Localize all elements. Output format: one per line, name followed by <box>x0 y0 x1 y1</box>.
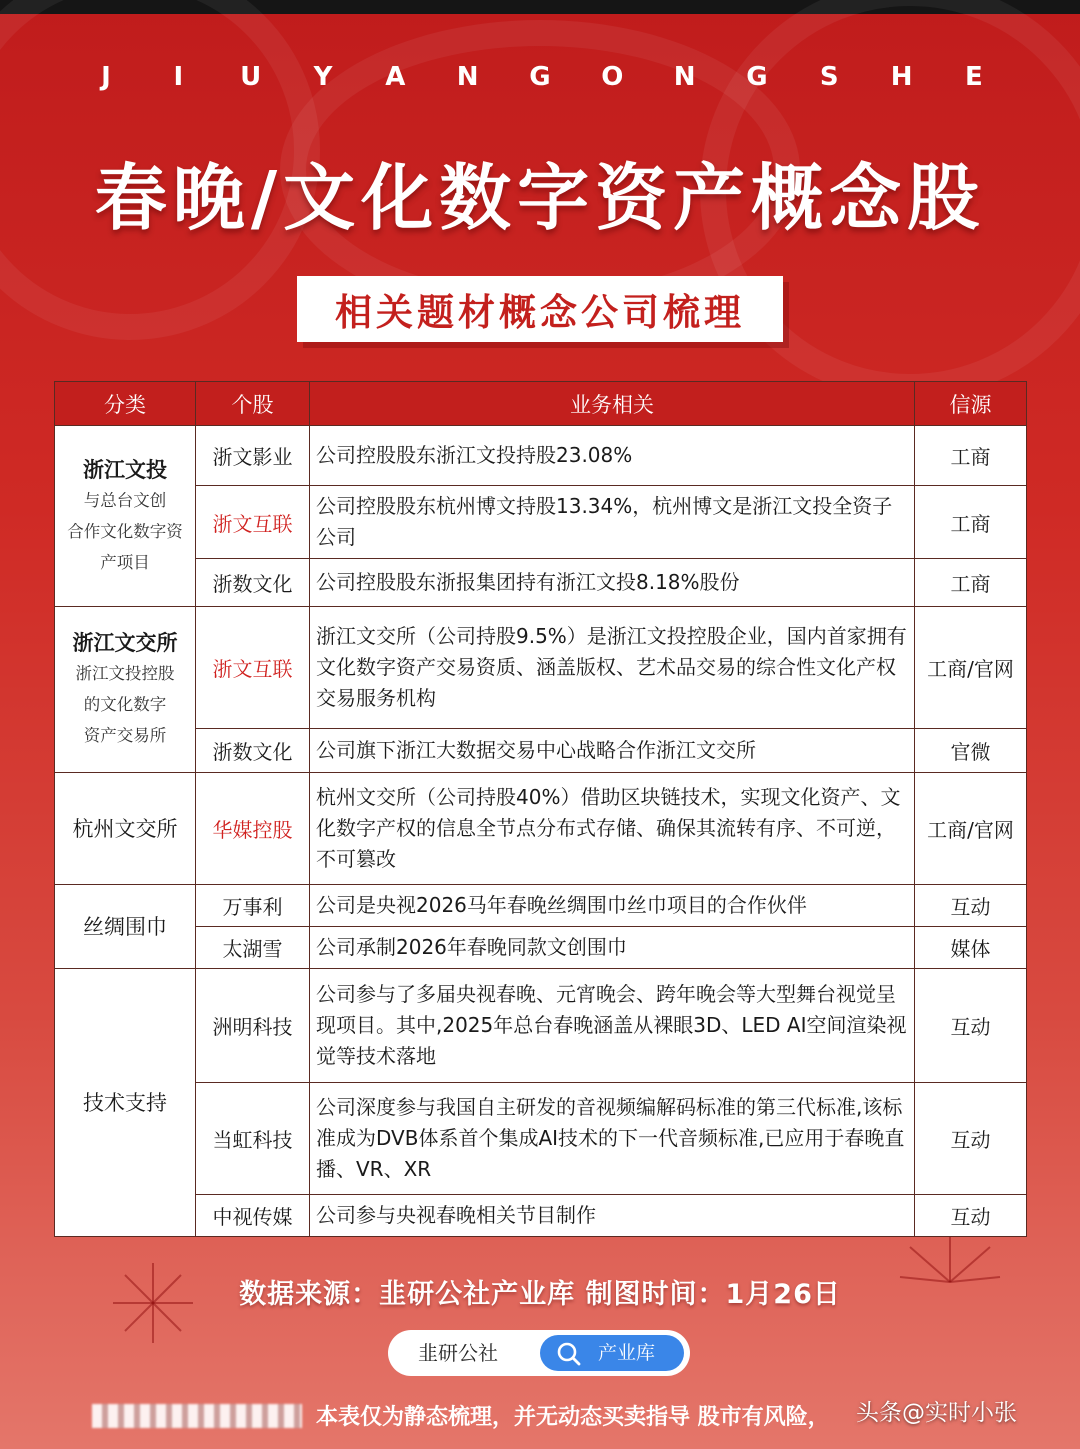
brand-letter: I <box>173 62 184 92</box>
table-row <box>55 1083 1027 1195</box>
brand-letter: O <box>601 62 624 92</box>
stock-cell: 浙数文化 <box>196 729 310 773</box>
business-cell: 杭州文交所（公司持股40%）借助区块链技术，实现文化资产、文化数字产权的信息全节点分布式存储、确保其流转有序、不可逆，不可篡改 <box>310 773 915 885</box>
stock-cell: 浙文影业 <box>196 426 310 486</box>
source-cell: 工商/官网 <box>915 607 1027 729</box>
category-cell <box>55 607 196 773</box>
blurred-text <box>92 1404 302 1428</box>
business-cell: 公司参与了多届央视春晚、元宵晚会、跨年晚会等大型舞台视觉呈现项目。其中,2025年总台春晚涵盖从裸眼3D、LED AI空间渲染视觉等技术落地 <box>310 969 915 1083</box>
source-cell: 官微 <box>915 729 1027 773</box>
business-cell: 公司控股股东杭州博文持股13.34%，杭州博文是浙江文投全资子公司 <box>310 486 915 559</box>
category-note: 的文化数字 <box>83 695 167 714</box>
brand-letter: H <box>890 62 913 92</box>
header-business: 业务相关 <box>310 382 915 426</box>
category-title: 丝绸围巾 <box>83 914 167 939</box>
source-cell: 互动 <box>915 969 1027 1083</box>
business-cell: 公司深度参与我国自主研发的音视频编解码标准的第三代标准,该标准成为DVB体系首个集成AI技术的下一代音频标准,已应用于春晚直播、VR、XR <box>310 1083 915 1195</box>
table-header-row <box>55 382 1027 426</box>
disclaimer-text: 本表仅为静态梳理，并无动态买卖指导 股市有风险， <box>316 1405 830 1430</box>
pill-search-label: 产业库 <box>598 1342 656 1364</box>
table-row <box>55 559 1027 607</box>
table-row <box>55 1195 1027 1237</box>
industry-db-search-button[interactable] <box>540 1335 684 1371</box>
brand-letter: E <box>965 62 983 92</box>
table-row <box>55 885 1027 927</box>
stock-cell-highlight: 华媒控股 <box>196 773 310 885</box>
brand-letter: A <box>385 62 406 92</box>
business-cell: 公司旗下浙江大数据交易中心战略合作浙江文交所 <box>310 729 915 773</box>
pill-brand-label: 韭研公社 <box>418 1341 498 1365</box>
header-category: 分类 <box>55 382 196 426</box>
subtitle-banner <box>297 276 783 342</box>
brand-letter: G <box>529 62 551 92</box>
search-pill[interactable] <box>388 1330 690 1376</box>
source-cell: 工商 <box>915 486 1027 559</box>
category-title: 浙江文交所 <box>72 631 178 655</box>
category-cell <box>55 969 196 1237</box>
stock-cell: 太湖雪 <box>196 927 310 969</box>
category-note: 产项目 <box>100 552 150 572</box>
category-cell <box>55 773 196 885</box>
brand-letter: U <box>240 62 262 92</box>
business-cell: 公司是央视2026马年春晚丝绸围巾丝巾项目的合作伙伴 <box>310 885 915 927</box>
category-note: 与总台文创 <box>83 490 167 510</box>
business-cell: 公司控股股东浙报集团持有浙江文投8.18%股份 <box>310 559 915 607</box>
search-icon <box>556 1341 582 1367</box>
source-cell: 互动 <box>915 885 1027 927</box>
table-row <box>55 773 1027 885</box>
stock-cell: 浙数文化 <box>196 559 310 607</box>
stock-cell-highlight: 浙文互联 <box>196 607 310 729</box>
brand-letter: G <box>746 62 768 92</box>
table-row <box>55 607 1027 729</box>
stock-cell: 中视传媒 <box>196 1195 310 1237</box>
business-cell: 公司承制2026年春晚同款文创围巾 <box>310 927 915 969</box>
source-cell: 媒体 <box>915 927 1027 969</box>
category-cell <box>55 426 196 607</box>
source-cell: 工商 <box>915 426 1027 486</box>
source-cell: 工商 <box>915 559 1027 607</box>
subtitle-text: 相关题材概念公司梳理 <box>335 291 745 334</box>
brand-letter: S <box>819 62 839 92</box>
table-row <box>55 729 1027 773</box>
brand-letter: N <box>673 62 696 92</box>
table-row <box>55 426 1027 486</box>
table-row <box>55 927 1027 969</box>
business-cell: 公司控股股东浙江文投持股23.08% <box>310 426 915 486</box>
source-cell: 互动 <box>915 1195 1027 1237</box>
page-title: 春晚/文化数字资产概念股 <box>94 156 986 240</box>
brand-spaced-letters <box>0 62 1080 92</box>
category-title: 杭州文交所 <box>72 816 178 841</box>
brand-letter: N <box>456 62 479 92</box>
source-cell: 工商/官网 <box>915 773 1027 885</box>
category-title: 技术支持 <box>83 1090 167 1115</box>
brand-letter: Y <box>313 62 333 92</box>
business-cell: 公司参与央视春晚相关节目制作 <box>310 1195 915 1237</box>
stock-cell: 洲明科技 <box>196 969 310 1083</box>
data-source-line: 数据来源：韭研公社产业库 制图时间：1月26日 <box>239 1279 841 1310</box>
header-source: 信源 <box>915 382 1027 426</box>
source-cell: 互动 <box>915 1083 1027 1195</box>
table-row <box>55 486 1027 559</box>
category-cell <box>55 885 196 969</box>
table-row <box>55 969 1027 1083</box>
category-note: 浙江文投控股 <box>75 664 175 683</box>
concept-stock-table <box>54 381 1027 1237</box>
brand-letter: J <box>101 62 111 92</box>
category-note: 资产交易所 <box>83 726 167 745</box>
header-stock: 个股 <box>196 382 310 426</box>
business-cell: 浙江文交所（公司持股9.5%）是浙江文投控股企业，国内首家拥有文化数字资产交易资质、涵盖版权、艺术品交易的综合性文化产权交易服务机构 <box>310 607 915 729</box>
stock-cell-highlight: 浙文互联 <box>196 486 310 559</box>
category-note: 合作文化数字资 <box>67 521 183 541</box>
category-title: 浙江文投 <box>83 457 167 482</box>
watermark: 头条@实时小张 <box>856 1400 1017 1426</box>
stock-cell: 万事利 <box>196 885 310 927</box>
stock-cell: 当虹科技 <box>196 1083 310 1195</box>
